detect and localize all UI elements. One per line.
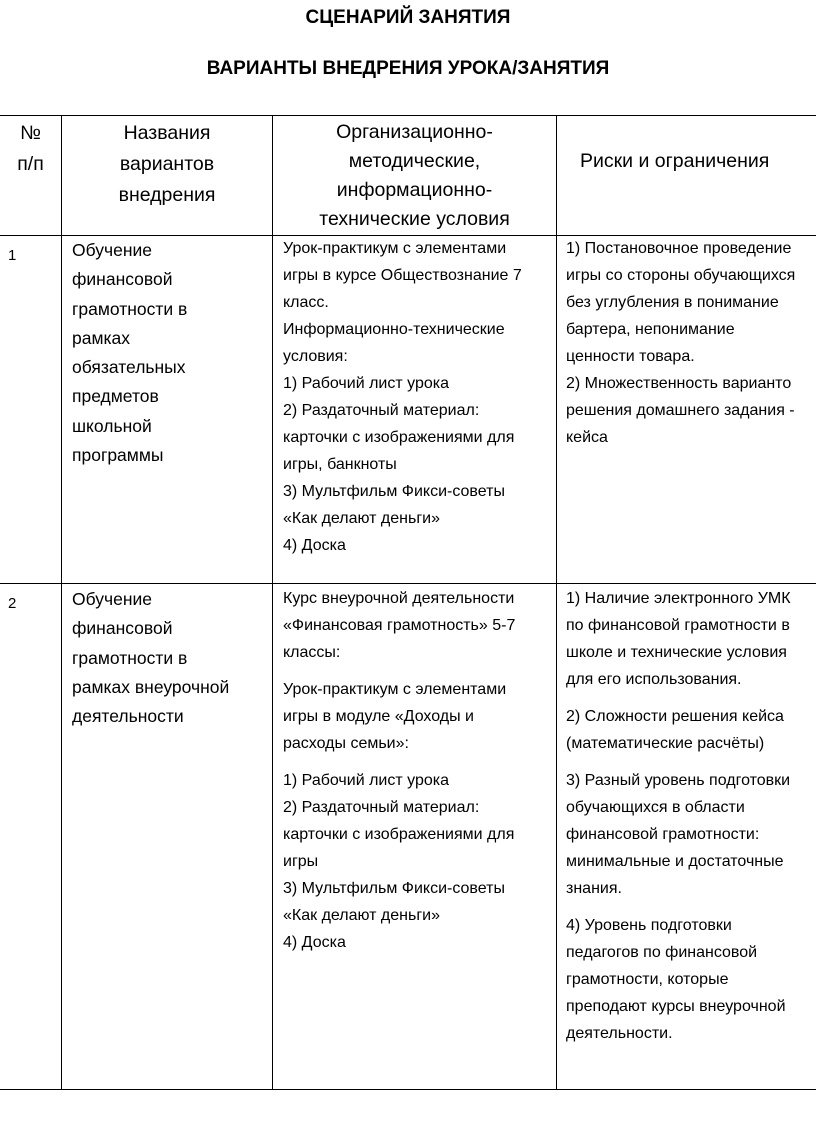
text-line: 4) Доска [283, 537, 346, 554]
text-line: Обучение [72, 589, 153, 609]
text-line: Названия [123, 122, 211, 144]
text-line: условия: [283, 348, 348, 365]
text-line: 3) Разный уровень подготовки [566, 772, 791, 789]
table-column-divider [272, 115, 273, 1090]
table-border-bottom [0, 1089, 816, 1090]
text-line: «Финансовая грамотность» 5-7 [283, 617, 516, 634]
text-line: решения домашнего задания - [566, 402, 795, 419]
text-line: минимальные и достаточные [566, 853, 784, 870]
text-line: вариантов [119, 153, 215, 175]
table-row-divider [0, 583, 816, 584]
table-column-divider [556, 115, 557, 1090]
paragraph-gap [566, 757, 816, 767]
text-line: «Как делают деньги» [283, 510, 440, 527]
text-line: класс. [283, 294, 329, 311]
text-line: 2) Раздаточный материал: [283, 799, 480, 816]
row2-conditions [283, 585, 515, 956]
text-line: игры в модуле «Доходы и [283, 708, 474, 725]
text-line: бартера, непонимание [566, 321, 735, 338]
text-line: методические, [348, 150, 481, 172]
text-line: преподают курсы внеурочной [566, 998, 786, 1015]
paragraph-gap [283, 757, 515, 767]
text-line: карточки с изображениями для [283, 826, 515, 843]
text-line: Курс внеурочной деятельности [283, 590, 515, 607]
text-line: педагогов по финансовой [566, 944, 758, 961]
text-line: (математические расчёты) [566, 735, 765, 752]
header-num [0, 118, 61, 180]
text-line: 2) Сложности решения кейса [566, 708, 784, 725]
text-line: технические условия [319, 208, 510, 230]
text-line: классы: [283, 644, 341, 661]
row1-name [72, 236, 187, 470]
text-line: внедрения [118, 184, 216, 206]
text-line: грамотности в [72, 298, 188, 319]
document-subtitle: ВАРИАНТЫ ВНЕДРЕНИЯ УРОКА/ЗАНЯТИЯ [206, 58, 610, 79]
text-line: 4) Доска [283, 934, 346, 951]
text-line: деятельности. [566, 1025, 673, 1042]
text-line: Информационно-технические [283, 321, 505, 338]
text-line: Организационно- [336, 121, 493, 143]
text-line: 1) Постановочное проведение [566, 240, 792, 257]
text-line: расходы семьи»: [283, 735, 409, 752]
text-line: «Как делают деньги» [283, 907, 440, 924]
text-line: грамотности, которые [566, 971, 729, 988]
row2-risks [566, 585, 816, 1047]
text-line: ценности товара. [566, 348, 695, 365]
text-line: игры со стороны обучающихся [566, 267, 796, 284]
header-name [62, 118, 272, 211]
header-conditions [273, 118, 556, 234]
text-line: программы [72, 445, 164, 466]
text-line: Урок-практикум с элементами [283, 240, 507, 257]
text-line: финансовой грамотности: [566, 826, 760, 843]
text-line: 1) Рабочий лист урока [283, 772, 449, 789]
row1-risks [566, 235, 816, 451]
text-line: 2) Раздаточный материал: [283, 402, 480, 419]
text-line: игры, банкноты [283, 456, 397, 473]
text-line: информационно- [336, 179, 493, 201]
text-line: знания. [566, 880, 622, 897]
row2-name [72, 585, 229, 731]
text-line: финансовой [72, 269, 173, 290]
text-line: школьной [72, 415, 152, 436]
row2-num: 2 [8, 595, 17, 612]
document-title: СЦЕНАРИЙ ЗАНЯТИЯ [305, 7, 511, 28]
text-line: Риски и ограничения [580, 150, 770, 172]
text-line: № [20, 122, 41, 144]
paragraph-gap [566, 902, 816, 912]
text-line: кейса [566, 429, 608, 446]
header-risks [580, 146, 810, 177]
text-line: 2) Множественность варианто [566, 375, 792, 392]
text-line: по финансовой грамотности в [566, 617, 790, 634]
text-line: 4) Уровень подготовки [566, 917, 732, 934]
text-line: школе и технические условия [566, 644, 787, 661]
text-line: п/п [17, 153, 44, 175]
text-line: деятельности [72, 706, 184, 727]
row1-num: 1 [8, 247, 17, 264]
text-line: финансовой [72, 618, 173, 639]
text-line: предметов [72, 386, 159, 407]
row1-conditions [283, 235, 522, 559]
text-line: грамотности в [72, 647, 188, 668]
text-line: 1) Наличие электронного УМК [566, 590, 791, 607]
table-column-divider [61, 115, 62, 1090]
text-line: 3) Мультфильм Фикси-советы [283, 880, 505, 897]
text-line: игры [283, 853, 319, 870]
text-line: Обучение [72, 240, 153, 260]
text-line: рамках [72, 327, 131, 348]
text-line: карточки с изображениями для [283, 429, 515, 446]
text-line: Урок-практикум с элементами [283, 681, 507, 698]
text-line: 3) Мультфильм Фикси-советы [283, 483, 505, 500]
text-line: без углубления в понимание [566, 294, 779, 311]
text-line: для его использования. [566, 671, 742, 688]
text-line: рамках внеурочной [72, 676, 230, 697]
text-line: игры в курсе Обществознание 7 [283, 267, 522, 284]
text-line: обучающихся в области [566, 799, 745, 816]
text-line: обязательных [72, 357, 186, 378]
table-border-top [0, 115, 816, 116]
text-line: 1) Рабочий лист урока [283, 375, 449, 392]
paragraph-gap [566, 693, 816, 703]
paragraph-gap [283, 666, 515, 676]
